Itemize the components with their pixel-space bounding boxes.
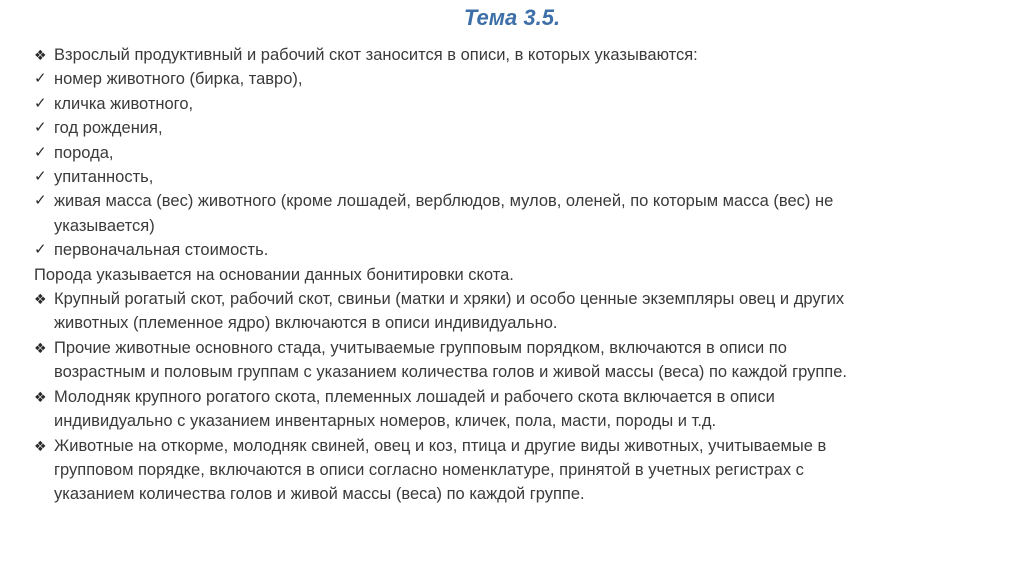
text-line [34, 92, 994, 116]
text-line [34, 336, 994, 360]
slide-body [34, 43, 994, 507]
line-text: Прочие животные основного стада, учитываемые групповым порядком, включаются в описи по [54, 338, 787, 357]
line-text: групповом порядке, включаются в описи согласно номенклатуре, принятой в учетных регистрах с [54, 460, 804, 479]
line-text: упитанность, [54, 168, 154, 187]
checkmark-bullet-icon: ✓ [34, 192, 47, 210]
text-line [34, 458, 994, 482]
line-text: порода, [54, 143, 114, 162]
checkmark-bullet-icon: ✓ [34, 143, 47, 161]
text-line [34, 43, 994, 67]
diamond-bullet-icon: ❖ [34, 339, 47, 356]
checkmark-bullet-icon: ✓ [34, 241, 47, 259]
line-text: указанием количества голов и живой массы (веса) по каждой группе. [54, 485, 585, 504]
diamond-bullet-icon: ❖ [34, 388, 47, 405]
text-line [34, 287, 994, 311]
text-line [34, 165, 994, 189]
text-line [34, 238, 994, 262]
text-line [34, 141, 994, 165]
line-text: Молодняк крупного рогатого скота, племенных лошадей и рабочего скота включается в описи [54, 387, 775, 406]
line-text: Животные на откорме, молодняк свиней, овец и коз, птица и другие виды животных, учитываемые в [54, 436, 827, 455]
checkmark-bullet-icon: ✓ [34, 70, 47, 88]
line-text: возрастным и половым группам с указанием количества голов и живой массы (веса) по каждой группе. [54, 363, 847, 382]
slide-title: Тема 3.5. [463, 5, 561, 30]
checkmark-bullet-icon: ✓ [34, 94, 47, 112]
checkmark-bullet-icon: ✓ [34, 168, 47, 186]
text-line [34, 482, 994, 506]
line-text: указывается) [54, 216, 155, 235]
text-line [34, 385, 994, 409]
text-line [34, 263, 994, 287]
text-line [34, 434, 994, 458]
text-line [34, 116, 994, 140]
line-text: животных (племенное ядро) включаются в описи индивидуально. [54, 314, 558, 333]
line-text: Порода указывается на основании данных бонитировки скота. [34, 265, 514, 284]
checkmark-bullet-icon: ✓ [34, 119, 47, 137]
line-text: Взрослый продуктивный и рабочий скот заносится в описи, в которых указываются: [54, 46, 698, 64]
text-line [34, 360, 994, 384]
line-text: Крупный рогатый скот, рабочий скот, свиньи (матки и хряки) и особо ценные экземпляры овец и других [54, 290, 845, 309]
text-line [34, 189, 994, 213]
text-line [34, 67, 994, 91]
text-line [34, 214, 994, 238]
line-text: первоначальная стоимость. [54, 241, 269, 260]
diamond-bullet-icon: ❖ [34, 291, 47, 308]
diamond-bullet-icon: ❖ [34, 437, 47, 454]
line-text: индивидуально с указанием инвентарных номеров, кличек, пола, масти, породы и т.д. [54, 412, 717, 431]
line-text: номер животного (бирка, тавро), [54, 70, 303, 89]
line-text: год рождения, [54, 119, 163, 138]
line-text: кличка животного, [54, 94, 194, 113]
text-line [34, 409, 994, 433]
line-text: живая масса (вес) животного (кроме лошадей, верблюдов, мулов, оленей, по которым масса (вес) не [54, 192, 834, 211]
text-line [34, 311, 994, 335]
diamond-bullet-icon: ❖ [34, 47, 47, 63]
